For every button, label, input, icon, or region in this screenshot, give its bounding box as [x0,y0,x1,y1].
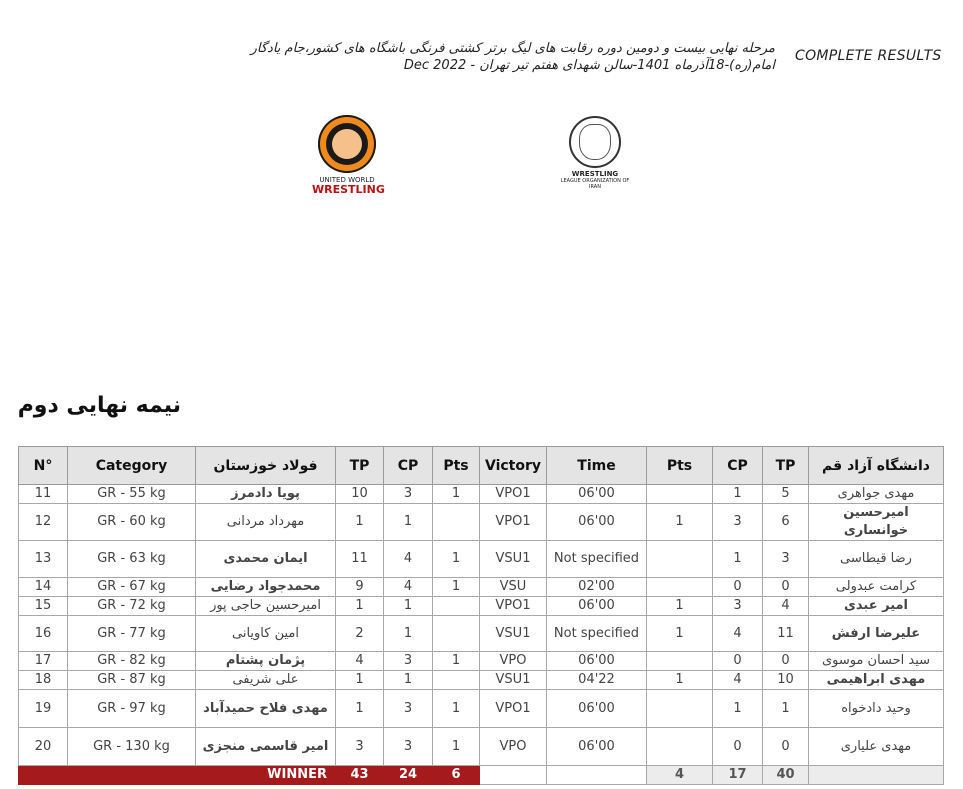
cell-right-wrestler: رضا قیطاسی [809,541,944,578]
cell-pts-right: 1 [647,504,713,541]
cell-time: 06'00 [547,485,647,504]
cell-victory: VPO1 [480,485,547,504]
table-row [19,671,944,690]
cell-no: 17 [19,652,68,671]
cell-right-wrestler: مهدی ابراهیمی [809,671,944,690]
cell-victory: VSU [480,578,547,597]
wlo-emblem-icon [569,116,621,168]
cell-victory: VPO1 [480,504,547,541]
cell-cp-left: 1 [384,597,433,616]
table-row [19,578,944,597]
cell-tp-right: 0 [763,728,809,766]
cell-victory: VPO1 [480,690,547,728]
cell-pts-right: 1 [647,597,713,616]
table-row [19,504,944,541]
cell-right-wrestler: وحید دادخواه [809,690,944,728]
cell-pts-left: 1 [433,690,480,728]
header-category: Category [68,447,196,485]
cell-time: 06'00 [547,597,647,616]
cell-category: GR - 60 kg [68,504,196,541]
cell-category: GR - 130 kg [68,728,196,766]
cell-tp-right: 10 [763,671,809,690]
cell-victory: VPO [480,728,547,766]
header-victory: Victory [480,447,547,485]
event-title-line2: امام(ره)-18آذرماه 1401-سالن شهدای هفتم تیر تهران - Dec 2022 [403,58,775,73]
total-spacer-time [547,766,647,785]
cell-tp-right: 6 [763,504,809,541]
total-cp-right: 17 [713,766,763,785]
cell-time: 06'00 [547,690,647,728]
cell-tp-left: 4 [336,652,384,671]
total-spacer-victory [480,766,547,785]
cell-cp-right: 0 [713,652,763,671]
cell-time: 06'00 [547,728,647,766]
cell-cp-left: 3 [384,728,433,766]
cell-time: Not specified [547,541,647,578]
cell-pts-left: 1 [433,541,480,578]
header-cp-left: CP [384,447,433,485]
cell-cp-right: 0 [713,728,763,766]
cell-category: GR - 55 kg [68,485,196,504]
table-header-row [19,447,944,485]
cell-cp-right: 4 [713,671,763,690]
cell-cp-right: 3 [713,597,763,616]
cell-no: 13 [19,541,68,578]
cell-category: GR - 72 kg [68,597,196,616]
header-team-left: فولاد خوزستان [196,447,336,485]
cell-pts-left: 1 [433,652,480,671]
total-cp-left: 24 [384,766,433,785]
cell-tp-left: 10 [336,485,384,504]
cell-right-wrestler: امیرحسین خوانساری [809,504,944,541]
cell-pts-right: 1 [647,616,713,652]
cell-cp-left: 4 [384,541,433,578]
cell-tp-right: 5 [763,485,809,504]
table-row [19,597,944,616]
cell-left-wrestler: مهرداد مردانی [196,504,336,541]
wlo-logo-text-middle: LEAGUE ORGANIZATION OF [560,178,630,184]
complete-results-title: COMPLETE RESULTS [795,48,942,64]
header-tp-left: TP [336,447,384,485]
cell-left-wrestler: پژمان پشتام [196,652,336,671]
cell-right-wrestler: سید احسان موسوی [809,652,944,671]
total-tp-right: 40 [763,766,809,785]
uww-logo-text-top: UNITED WORLD [319,176,375,184]
cell-left-wrestler: امیر قاسمی منجزی [196,728,336,766]
cell-no: 18 [19,671,68,690]
cell-time: 06'00 [547,504,647,541]
cell-victory: VSU1 [480,671,547,690]
cell-tp-left: 2 [336,616,384,652]
cell-cp-right: 4 [713,616,763,652]
total-spacer-right [809,766,944,785]
table-row [19,690,944,728]
cell-pts-left [433,616,480,652]
cell-pts-right [647,541,713,578]
cell-right-wrestler: مهدی علیاری [809,728,944,766]
cell-tp-left: 1 [336,690,384,728]
totals-row [19,766,944,785]
winner-label: WINNER [19,766,336,785]
cell-cp-right: 1 [713,485,763,504]
wlo-logo-text-bottom: IRAN [589,184,601,190]
cell-category: GR - 77 kg [68,616,196,652]
cell-no: 12 [19,504,68,541]
cell-pts-right [647,690,713,728]
cell-pts-right [647,728,713,766]
header-pts-right: Pts [647,447,713,485]
cell-victory: VPO [480,652,547,671]
cell-tp-right: 11 [763,616,809,652]
wlo-iran-logo [552,116,638,190]
cell-left-wrestler: مهدی فلاح حمیدآباد [196,690,336,728]
cell-cp-right: 0 [713,578,763,597]
cell-victory: VSU1 [480,616,547,652]
cell-pts-left: 1 [433,578,480,597]
cell-pts-right [647,485,713,504]
cell-cp-left: 3 [384,652,433,671]
table-row [19,728,944,766]
header-cp-right: CP [713,447,763,485]
cell-victory: VSU1 [480,541,547,578]
cell-time: 02'00 [547,578,647,597]
total-tp-left: 43 [336,766,384,785]
cell-time: 06'00 [547,652,647,671]
cell-cp-right: 3 [713,504,763,541]
cell-no: 20 [19,728,68,766]
cell-no: 14 [19,578,68,597]
cell-cp-left: 1 [384,504,433,541]
cell-tp-right: 1 [763,690,809,728]
cell-tp-right: 4 [763,597,809,616]
cell-pts-left [433,597,480,616]
cell-pts-right [647,578,713,597]
cell-category: GR - 67 kg [68,578,196,597]
cell-pts-right [647,652,713,671]
cell-no: 15 [19,597,68,616]
cell-pts-left: 1 [433,728,480,766]
cell-tp-right: 0 [763,652,809,671]
cell-left-wrestler: پویا دادمرز [196,485,336,504]
cell-left-wrestler: امین کاویانی [196,616,336,652]
cell-time: 04'22 [547,671,647,690]
cell-cp-left: 1 [384,671,433,690]
wlo-logo-text-top: WRESTLING [571,170,619,178]
cell-pts-left [433,671,480,690]
cell-cp-right: 1 [713,690,763,728]
cell-pts-left [433,504,480,541]
cell-category: GR - 63 kg [68,541,196,578]
cell-right-wrestler: مهدی جواهری [809,485,944,504]
table-row [19,652,944,671]
cell-time: Not specified [547,616,647,652]
cell-no: 11 [19,485,68,504]
cell-right-wrestler: علیرضا ارفش [809,616,944,652]
cell-left-wrestler: امیرحسین حاجی پور [196,597,336,616]
cell-cp-right: 1 [713,541,763,578]
cell-right-wrestler: امیر عبدی [809,597,944,616]
section-title: نیمه نهایی دوم [17,393,181,418]
cell-cp-left: 1 [384,616,433,652]
cell-right-wrestler: کرامت عبدولی [809,578,944,597]
header-pts-left: Pts [433,447,480,485]
cell-no: 16 [19,616,68,652]
cell-tp-left: 1 [336,597,384,616]
cell-category: GR - 87 kg [68,671,196,690]
cell-tp-left: 3 [336,728,384,766]
cell-victory: VPO1 [480,597,547,616]
header-no: N° [19,447,68,485]
total-pts-right: 4 [647,766,713,785]
cell-tp-left: 9 [336,578,384,597]
table-row [19,616,944,652]
cell-pts-left: 1 [433,485,480,504]
results-table [18,446,944,785]
cell-tp-right: 0 [763,578,809,597]
cell-tp-right: 3 [763,541,809,578]
cell-cp-left: 3 [384,485,433,504]
cell-cp-left: 4 [384,578,433,597]
cell-no: 19 [19,690,68,728]
header-team-right: دانشگاه آزاد قم [809,447,944,485]
uww-logo-text-bottom: WRESTLING [312,183,385,196]
cell-cp-left: 3 [384,690,433,728]
table-row [19,485,944,504]
cell-left-wrestler: علی شریفی [196,671,336,690]
uww-logo [312,115,385,196]
cell-category: GR - 97 kg [68,690,196,728]
cell-left-wrestler: محمدجواد رضایی [196,578,336,597]
cell-category: GR - 82 kg [68,652,196,671]
table-row [19,541,944,578]
cell-pts-right: 1 [647,671,713,690]
cell-tp-left: 1 [336,671,384,690]
event-title [175,40,775,74]
event-title-line1: مرحله نهایی بیست و دومین دوره رقابت های لیگ برتر کشتی فرنگی باشگاه های کشور،جام یادگار [250,41,775,56]
header-tp-right: TP [763,447,809,485]
header-time: Time [547,447,647,485]
cell-left-wrestler: ایمان محمدی [196,541,336,578]
cell-tp-left: 11 [336,541,384,578]
cell-tp-left: 1 [336,504,384,541]
uww-emblem-icon [318,115,376,173]
total-pts-left: 6 [433,766,480,785]
